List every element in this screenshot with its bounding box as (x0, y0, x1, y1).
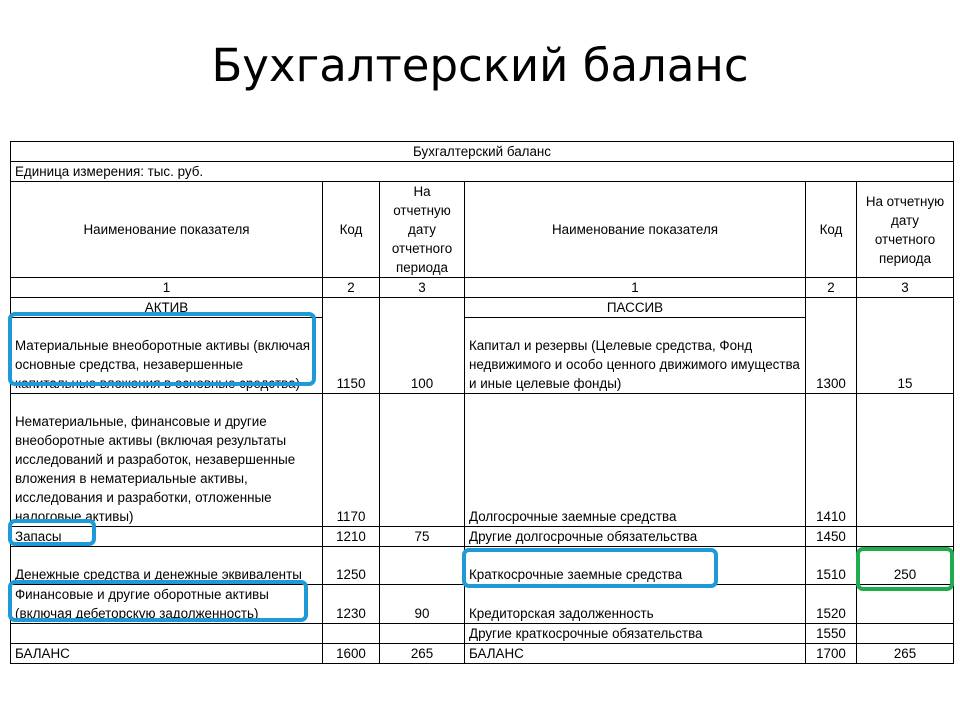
col-number: 3 (857, 278, 954, 298)
asset-code (323, 624, 380, 644)
total-value-asset: 265 (380, 644, 465, 664)
liab-code: 1550 (806, 624, 857, 644)
asset-code: 1210 (323, 527, 380, 547)
total-label-liab: БАЛАНС (465, 644, 806, 664)
total-label-asset: БАЛАНС (11, 644, 323, 664)
liab-code: 1510 (806, 547, 857, 585)
header-date-liab: На отчетную дату отчетного периода (857, 182, 954, 278)
asset-code: 1230 (323, 585, 380, 624)
asset-value: 75 (380, 527, 465, 547)
liab-code: 1410 (806, 394, 857, 527)
table-title: Бухгалтерский баланс (11, 142, 954, 162)
liab-value (857, 527, 954, 547)
liab-code: 1520 (806, 585, 857, 624)
liab-value: 250 (857, 547, 954, 585)
slide-title: Бухгалтерский баланс (211, 39, 749, 92)
liab-value (857, 394, 954, 527)
asset-value (380, 394, 465, 527)
asset-value (380, 547, 465, 585)
asset-code: 1150 (323, 298, 380, 394)
asset-code: 1170 (323, 394, 380, 527)
asset-code: 1250 (323, 547, 380, 585)
liab-name: Другие долгосрочные обязательства (465, 527, 806, 547)
asset-name: Финансовые и другие оборотные активы (включая дебеторскую задолженность) (11, 585, 323, 624)
liability-section-label: ПАССИВ (465, 298, 806, 318)
total-row (11, 644, 954, 664)
total-code-asset: 1600 (323, 644, 380, 664)
table-row (11, 624, 954, 644)
total-code-liab: 1700 (806, 644, 857, 664)
asset-value: 100 (380, 298, 465, 394)
asset-section-label: АКТИВ (11, 298, 323, 318)
asset-name: Материальные внеоборотные активы (включая основные средства, незавершенные капитальные вложения в основные средства) (11, 318, 323, 394)
liab-name: Капитал и резервы (Целевые средства, Фонд недвижимого и особо ценного движимого имущества и иные целевые фонды) (465, 318, 806, 394)
liab-name: Краткосрочные заемные средства (465, 547, 806, 585)
asset-name: Запасы (11, 527, 323, 547)
liab-value (857, 624, 954, 644)
header-name-liab: Наименование показателя (465, 182, 806, 278)
liab-name: Кредиторская задолженность (465, 585, 806, 624)
col-number: 2 (323, 278, 380, 298)
header-name-asset: Наименование показателя (11, 182, 323, 278)
col-number: 1 (465, 278, 806, 298)
col-number: 1 (11, 278, 323, 298)
liab-name: Долгосрочные заемные средства (465, 394, 806, 527)
liab-value (857, 585, 954, 624)
header-date-asset: На отчетную дату отчетного периода (380, 182, 465, 278)
balance-table (10, 141, 954, 664)
col-number: 2 (806, 278, 857, 298)
liab-code: 1300 (806, 298, 857, 394)
col-number: 3 (380, 278, 465, 298)
asset-name: Нематериальные, финансовые и другие внеоборотные активы (включая результаты исследований и разработок, незавершенные вложения в нематериальные активы, исследования и разработки, отложенные налоговые активы) (11, 394, 323, 527)
unit-label: Единица измерения: тыс. руб. (11, 162, 954, 182)
asset-value: 90 (380, 585, 465, 624)
table-row (11, 547, 954, 585)
liab-name: Другие краткосрочные обязательства (465, 624, 806, 644)
total-value-liab: 265 (857, 644, 954, 664)
table-row (11, 527, 954, 547)
liab-value: 15 (857, 298, 954, 394)
table-row (11, 394, 954, 527)
asset-value (380, 624, 465, 644)
asset-name (11, 624, 323, 644)
liab-code: 1450 (806, 527, 857, 547)
asset-name: Денежные средства и денежные эквиваленты (11, 547, 323, 585)
header-code-asset: Код (323, 182, 380, 278)
header-code-liab: Код (806, 182, 857, 278)
table-row (11, 585, 954, 624)
